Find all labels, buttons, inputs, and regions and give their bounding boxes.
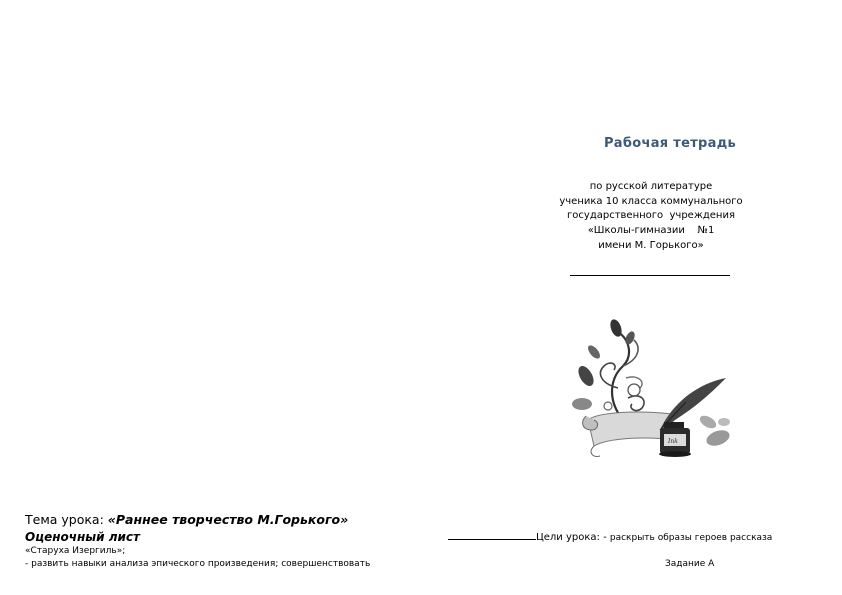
goals-text: раскрыть образы героев рассказа	[609, 533, 773, 543]
workbook-subtitle	[540, 180, 762, 254]
name-signature-line	[570, 275, 730, 276]
task-label: Задание А	[665, 559, 715, 569]
skills-goal-line: - развить навыки анализа эпического произведения; совершенствовать	[25, 559, 371, 569]
svg-text:Ink: Ink	[668, 438, 678, 445]
subtitle-line: по русской литературе	[589, 181, 713, 192]
goals-label: Цели урока: -	[536, 532, 610, 543]
workbook-title: Рабочая тетрадь	[603, 136, 737, 151]
topic-label: Тема урока:	[25, 512, 108, 527]
subtitle-line: имени М. Горького»	[598, 239, 704, 251]
subtitle-line: ученика 10 класса коммунального	[559, 195, 743, 207]
subtitle-line: «Школы-гимназии №1	[587, 225, 715, 237]
lesson-topic	[25, 512, 348, 527]
quill-inkwell-scroll-icon	[568, 318, 736, 462]
story-title-line: «Старуха Изергиль»;	[25, 546, 126, 556]
topic-title: «Раннее творчество М.Горького»	[107, 512, 349, 527]
evaluation-sheet-heading: Оценочный лист	[25, 530, 141, 544]
goals-blank-line	[448, 530, 536, 540]
subtitle-line: государственного учреждения	[567, 210, 735, 222]
lesson-goals	[448, 530, 772, 543]
